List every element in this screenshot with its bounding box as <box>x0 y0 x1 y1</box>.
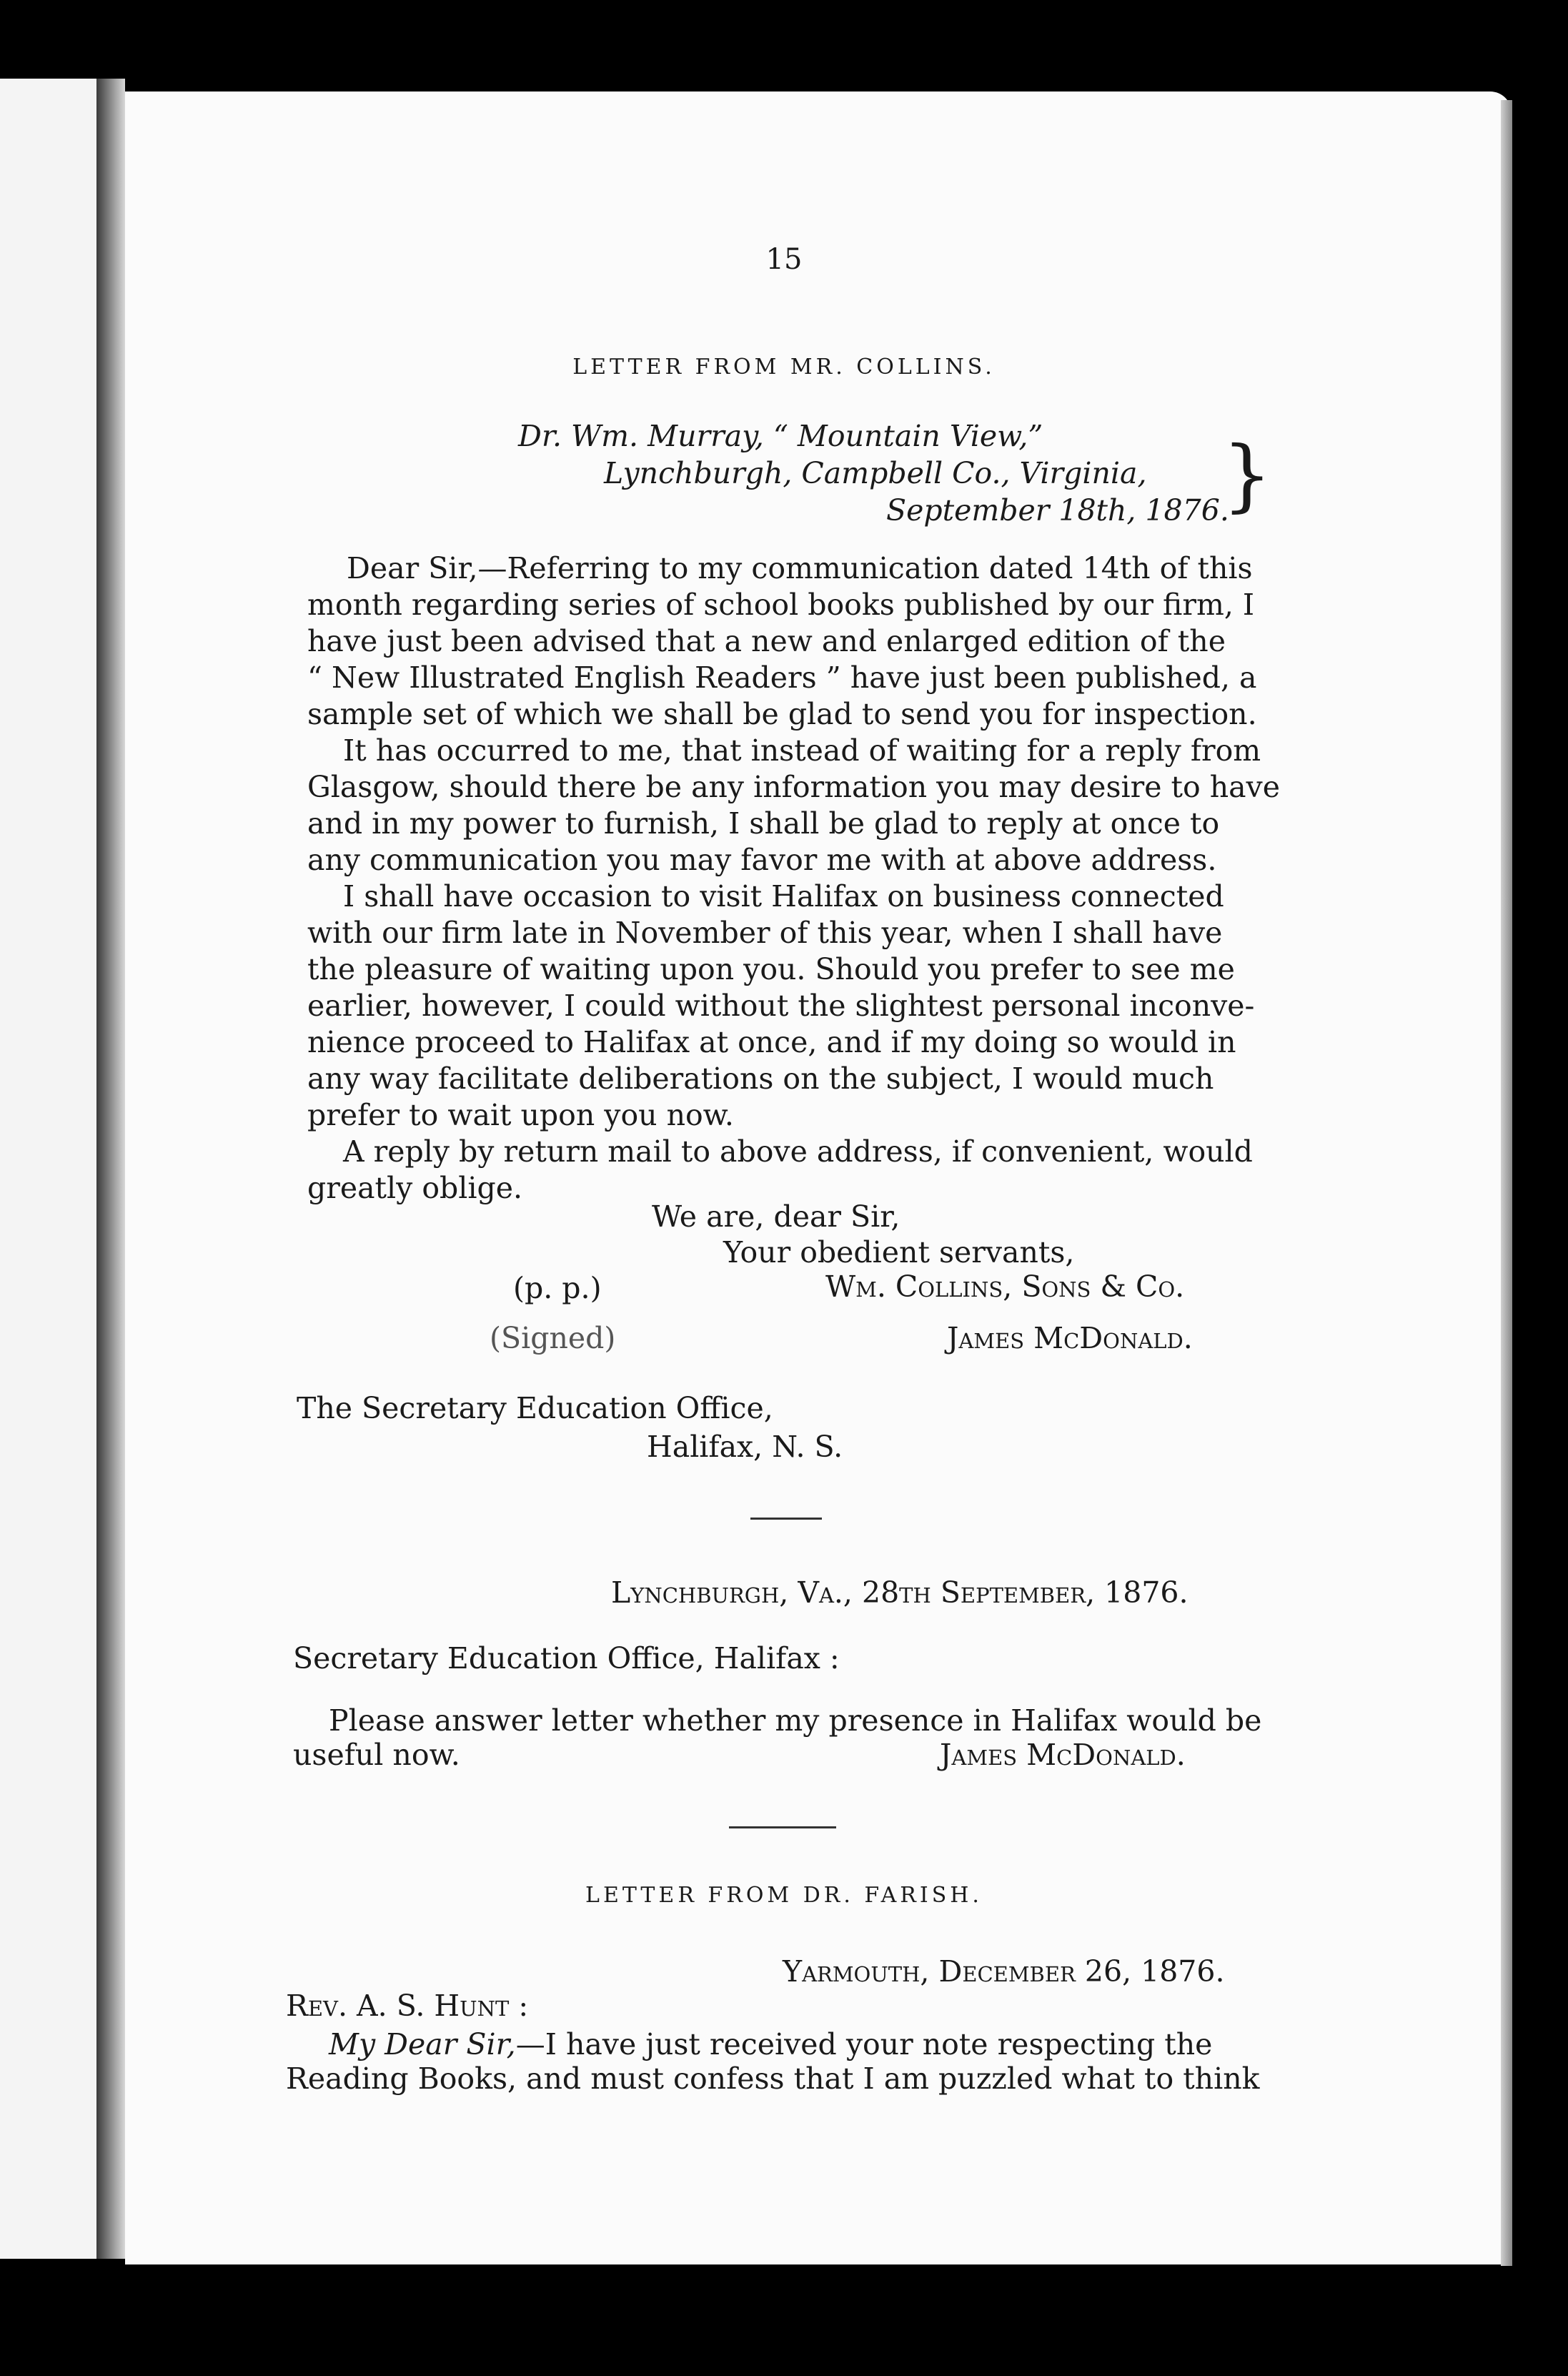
letter2-recipient: Rev. A. S. Hunt : <box>286 1989 529 2023</box>
telegram-signer: James McDonald. <box>940 1738 1186 1772</box>
telegram-line-2: useful now. <box>293 1738 460 1772</box>
letter1-p1-line1: Dear Sir,—Referring to my communication dated 14th of this <box>347 551 1253 585</box>
letter1-p1-line3: have just been advised that a new and enlarged edition of the <box>307 624 1226 658</box>
letter1-p2-line2: Glasgow, should there be any information you may desire to have <box>307 770 1280 804</box>
letter1-p2-line1: It has occurred to me, that instead of waiting for a reply from <box>343 733 1261 768</box>
letter1-p1-line2: month regarding series of school books published by our firm, I <box>307 588 1255 622</box>
address-line-2: Lynchburgh, Campbell Co., Virginia, <box>604 456 1147 490</box>
letter1-p3-line7: prefer to wait upon you now. <box>307 1098 734 1132</box>
letter1-signer: James McDonald. <box>947 1321 1193 1355</box>
letter1-p3-line3: the pleasure of waiting upon you. Should you prefer to see me <box>307 952 1235 986</box>
address-brace: } <box>1222 429 1272 520</box>
letter2-line-1-rest: —I have just received your note respecting the <box>515 2027 1213 2061</box>
heading-collins: LETTER FROM MR. COLLINS. <box>572 355 996 380</box>
heading-farish: LETTER FROM DR. FARISH. <box>585 1883 983 1908</box>
recipient-line-1: The Secretary Education Office, <box>297 1391 773 1425</box>
recipient-line-2: Halifax, N. S. <box>647 1430 843 1464</box>
page-edge-shadow <box>1501 100 1512 2266</box>
letter1-p3-line2: with our firm late in November of this year, when I shall have <box>307 916 1223 950</box>
divider-2 <box>729 1826 836 1828</box>
signed-note: (Signed) <box>490 1321 616 1355</box>
letter1-p2-line3: and in my power to furnish, I shall be glad to reply at once to <box>307 806 1220 841</box>
closing-line-1: We are, dear Sir, <box>652 1199 900 1234</box>
letter1-p3-line5: nience proceed to Halifax at once, and if my doing so would in <box>307 1025 1236 1059</box>
telegram-place-date: Lynchburgh, Va., 28th September, 1876. <box>611 1575 1189 1610</box>
per-procurationem: (p. p.) <box>513 1271 602 1305</box>
page-number: 15 <box>765 243 803 276</box>
letter2-line-2: Reading Books, and must confess that I am puzzled what to think <box>286 2061 1260 2096</box>
address-line-3: September 18th, 1876. <box>886 493 1229 528</box>
letter1-p1-line4: “ New Illustrated English Readers ” have just been published, a <box>307 660 1257 695</box>
closing-line-2: Your obedient servants, <box>723 1235 1075 1269</box>
facing-page-edge <box>0 79 96 2259</box>
firm-name: Wm. Collins, Sons & Co. <box>825 1269 1185 1304</box>
letter1-p2-line4: any communication you may favor me with at above address. <box>307 843 1217 877</box>
letter1-p3-line1: I shall have occasion to visit Halifax on business connected <box>343 879 1224 914</box>
letter1-p4-line2: greatly oblige. <box>307 1171 523 1205</box>
address-line-1: Dr. Wm. Murray, “ Mountain View,” <box>518 419 1043 453</box>
letter1-p1-line5: sample set of which we shall be glad to send you for inspection. <box>307 697 1257 731</box>
letter2-salutation: My Dear Sir, <box>329 2027 516 2061</box>
divider-1 <box>750 1518 822 1520</box>
telegram-line-1: Please answer letter whether my presence in Halifax would be <box>329 1703 1262 1738</box>
letter1-p4-line1: A reply by return mail to above address, if convenient, would <box>343 1134 1253 1169</box>
letter2-place-date: Yarmouth, December 26, 1876. <box>783 1954 1225 1989</box>
telegram-recipient: Secretary Education Office, Halifax : <box>293 1641 840 1675</box>
letter2-line-1 <box>329 2027 1213 2061</box>
letter1-p3-line4: earlier, however, I could without the slightest personal inconve- <box>307 989 1255 1023</box>
book-gutter <box>96 79 125 2259</box>
letter1-p3-line6: any way facilitate deliberations on the subject, I would much <box>307 1061 1214 1096</box>
